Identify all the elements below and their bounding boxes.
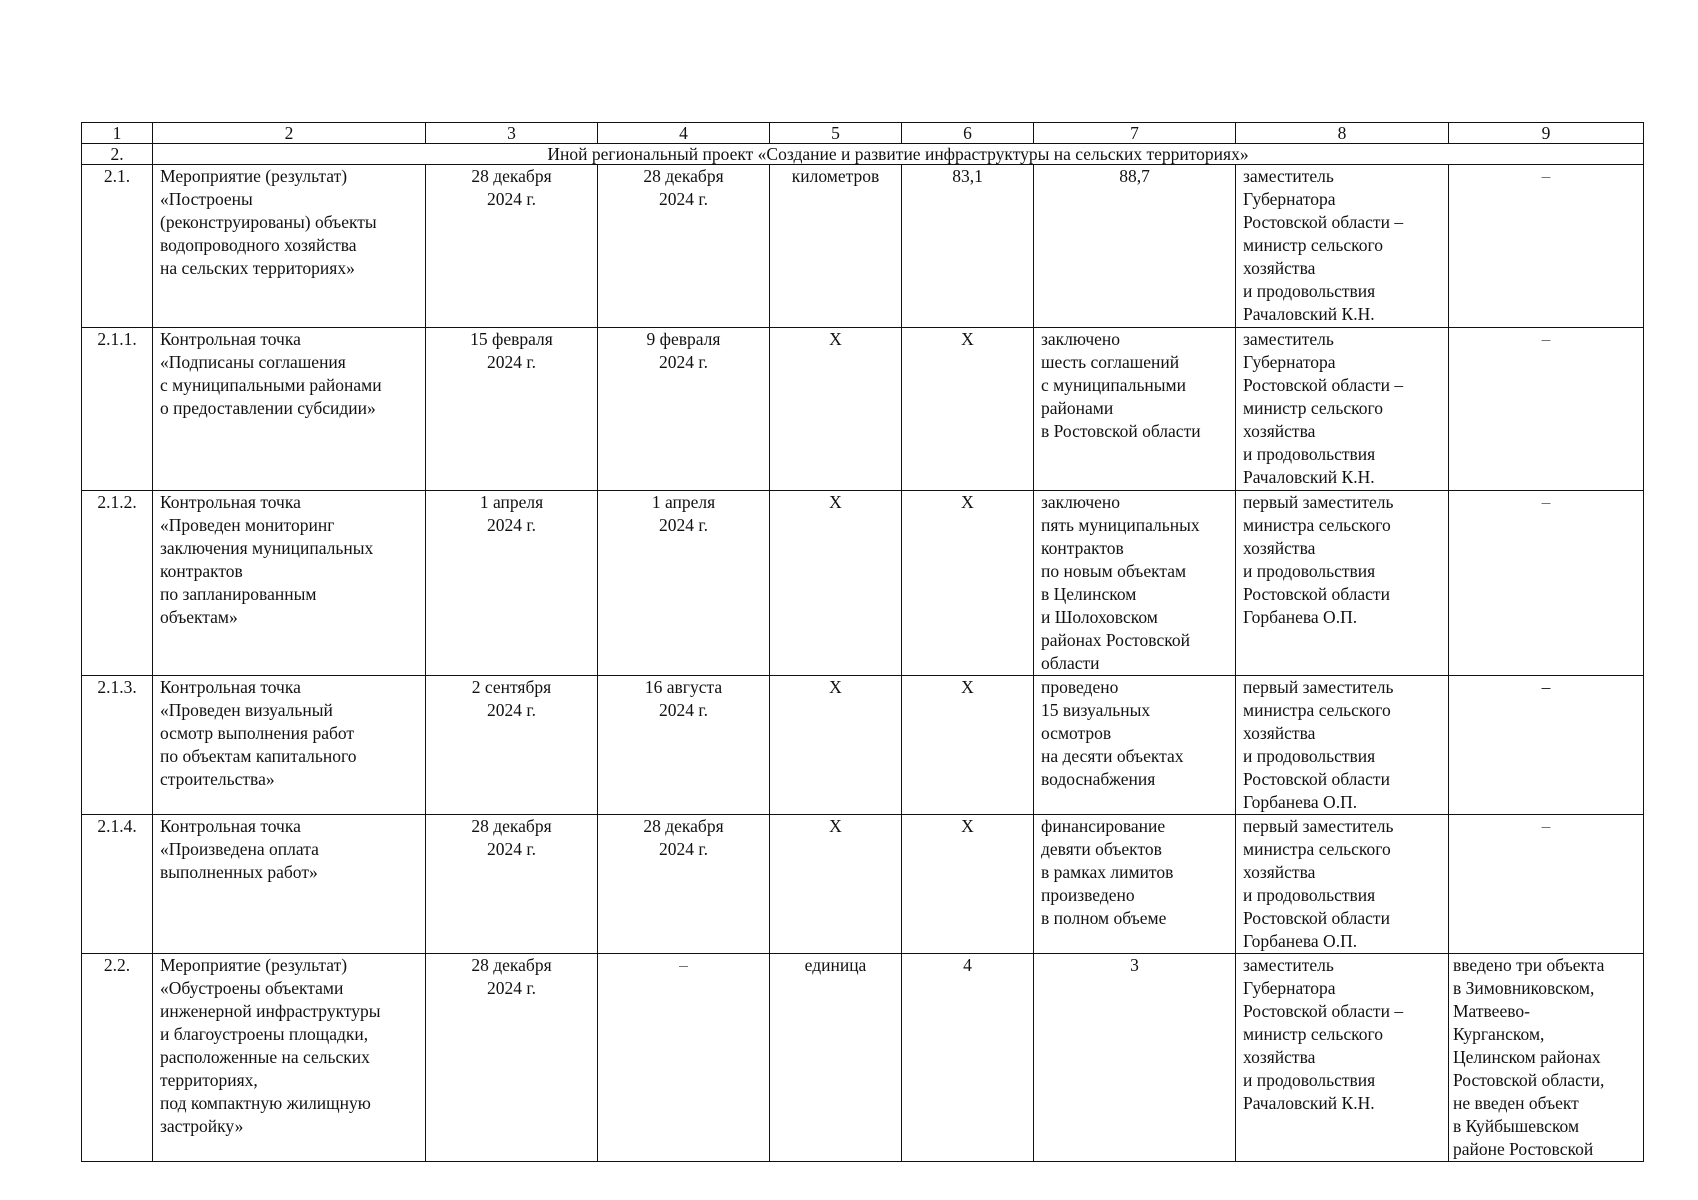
note: – <box>1449 328 1644 491</box>
fact-value: финансирование девяти объектов в рамках лимитов произведено в полном объеме <box>1034 815 1236 954</box>
responsible: заместитель Губернатора Ростовской области – министр сельского хозяйства и продовольствия Рачаловский К.Н. <box>1236 954 1449 1162</box>
row-name: Контрольная точка «Произведена оплата выполненных работ» <box>153 815 426 954</box>
fact-date: 28 декабря 2024 г. <box>598 165 770 328</box>
row-name: Контрольная точка «Проведен визуальный осмотр выполнения работ по объектам капитального строительства» <box>153 676 426 815</box>
note: – <box>1449 165 1644 328</box>
row-name: Мероприятие (результат) «Построены (реконструированы) объекты водопроводного хозяйства на сельских территориях» <box>153 165 426 328</box>
unit: километров <box>770 165 902 328</box>
plan-date: 2 сентября 2024 г. <box>426 676 598 815</box>
note: – <box>1449 676 1644 815</box>
responsible: заместитель Губернатора Ростовской области – министр сельского хозяйства и продовольствия Рачаловский К.Н. <box>1236 328 1449 491</box>
column-number: 6 <box>902 123 1034 144</box>
table-row <box>82 676 1644 815</box>
plan-value: 83,1 <box>902 165 1034 328</box>
fact-value: 88,7 <box>1034 165 1236 328</box>
plan-date: 15 февраля 2024 г. <box>426 328 598 491</box>
column-number: 4 <box>598 123 770 144</box>
responsible: первый заместитель министра сельского хозяйства и продовольствия Ростовской области Горбанева О.П. <box>1236 676 1449 815</box>
row-number: 2.1.4. <box>82 815 153 954</box>
note: введено три объекта в Зимовниковском, Матвеево- Курганском, Целинском районах Ростовской области, не введен объект в Куйбышевском районе Ростовской <box>1449 954 1644 1162</box>
unit: Х <box>770 328 902 491</box>
fact-value: проведено 15 визуальных осмотров на десяти объектах водоснабжения <box>1034 676 1236 815</box>
unit: Х <box>770 491 902 676</box>
note: – <box>1449 815 1644 954</box>
row-name: Контрольная точка «Подписаны соглашения с муниципальными районами о предоставлении субсидии» <box>153 328 426 491</box>
responsible: первый заместитель министра сельского хозяйства и продовольствия Ростовской области Горбанева О.П. <box>1236 491 1449 676</box>
fact-date: 9 февраля 2024 г. <box>598 328 770 491</box>
row-name: Мероприятие (результат) «Обустроены объектами инженерной инфраструктуры и благоустроены площадки, расположенные на сельских территориях, под компактную жилищную застройку» <box>153 954 426 1162</box>
row-number: 2.1.1. <box>82 328 153 491</box>
column-number-header-row <box>82 123 1644 144</box>
plan-date: 28 декабря 2024 г. <box>426 165 598 328</box>
table-row <box>82 954 1644 1162</box>
responsible: заместитель Губернатора Ростовской области – министр сельского хозяйства и продовольствия Рачаловский К.Н. <box>1236 165 1449 328</box>
fact-date: – <box>598 954 770 1162</box>
row-number: 2.1. <box>82 165 153 328</box>
column-number: 3 <box>426 123 598 144</box>
fact-date: 16 августа 2024 г. <box>598 676 770 815</box>
fact-date: 1 апреля 2024 г. <box>598 491 770 676</box>
table-row <box>82 328 1644 491</box>
column-number: 5 <box>770 123 902 144</box>
table-row <box>82 815 1644 954</box>
fact-value: 3 <box>1034 954 1236 1162</box>
unit: Х <box>770 815 902 954</box>
section-number: 2. <box>82 144 153 165</box>
row-name: Контрольная точка «Проведен мониторинг заключения муниципальных контрактов по запланированным объектам» <box>153 491 426 676</box>
plan-value: Х <box>902 491 1034 676</box>
row-number: 2.1.3. <box>82 676 153 815</box>
note: – <box>1449 491 1644 676</box>
row-number: 2.2. <box>82 954 153 1162</box>
responsible: первый заместитель министра сельского хозяйства и продовольствия Ростовской области Горбанева О.П. <box>1236 815 1449 954</box>
table-row <box>82 165 1644 328</box>
fact-value: заключено шесть соглашений с муниципальными районами в Ростовской области <box>1034 328 1236 491</box>
table-row <box>82 491 1644 676</box>
plan-date: 28 декабря 2024 г. <box>426 815 598 954</box>
column-number: 2 <box>153 123 426 144</box>
plan-date: 28 декабря 2024 г. <box>426 954 598 1162</box>
column-number: 9 <box>1449 123 1644 144</box>
results-table <box>81 122 1644 1162</box>
plan-date: 1 апреля 2024 г. <box>426 491 598 676</box>
plan-value: 4 <box>902 954 1034 1162</box>
section-row <box>82 144 1644 165</box>
column-number: 1 <box>82 123 153 144</box>
unit: единица <box>770 954 902 1162</box>
plan-value: Х <box>902 815 1034 954</box>
row-number: 2.1.2. <box>82 491 153 676</box>
column-number: 7 <box>1034 123 1236 144</box>
plan-value: Х <box>902 676 1034 815</box>
fact-value: заключено пять муниципальных контрактов по новым объектам в Целинском и Шолоховском районах Ростовской области <box>1034 491 1236 676</box>
column-number: 8 <box>1236 123 1449 144</box>
plan-value: Х <box>902 328 1034 491</box>
section-title: Иной региональный проект «Создание и развитие инфраструктуры на сельских территориях» <box>153 144 1644 165</box>
fact-date: 28 декабря 2024 г. <box>598 815 770 954</box>
unit: Х <box>770 676 902 815</box>
